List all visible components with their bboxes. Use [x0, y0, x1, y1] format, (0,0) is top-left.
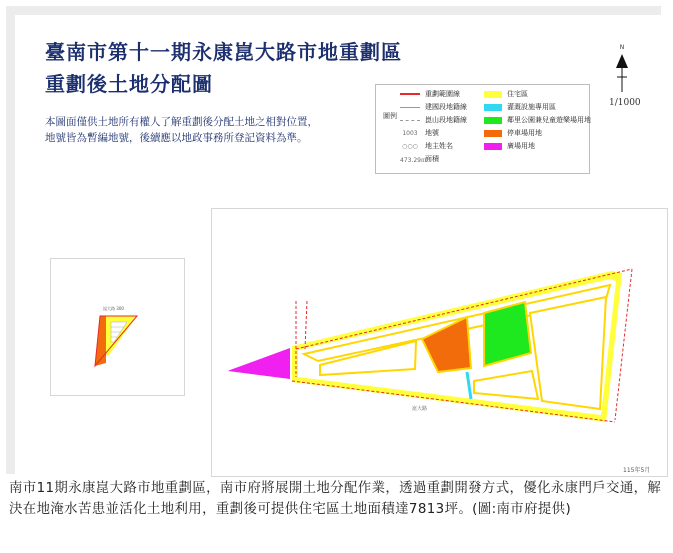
map-title-line1: 臺南市第十一期永康崑大路市地重劃區	[45, 40, 402, 64]
north-arrow-icon	[615, 42, 629, 100]
legend-line-swatch	[400, 107, 420, 108]
legend-label: 建國段地籍線	[425, 103, 467, 111]
legend-sample: 1003	[402, 129, 418, 137]
legend-color-swatch	[484, 104, 502, 111]
legend-sample: ○○○	[402, 142, 418, 150]
map-legend	[375, 84, 590, 174]
map-title-line2: 重劃後土地分配圖	[45, 72, 213, 96]
legend-item	[400, 102, 467, 112]
photo-caption: 南市11期永康崑大路市地重劃區，南市府將展開土地分配作業，透過重劃開發方式，優化永康門戶交通，解決在地淹水苦患並活化土地利用，重劃後可提供住宅區土地面積達7813坪。(圖:南市府提供)	[9, 481, 662, 517]
inset-parking	[95, 316, 106, 366]
legend-label: 重劃範圍線	[425, 90, 460, 98]
legend-item	[484, 141, 535, 151]
inset-map	[50, 258, 185, 396]
parcel-map	[211, 208, 668, 477]
legend-label: 鄰里公園兼兒童遊樂場用地	[507, 116, 591, 124]
legend-item	[484, 102, 556, 112]
inset-road-label: 崑大路 300	[103, 306, 124, 311]
legend-sample: 473.29㎡	[400, 156, 427, 164]
legend-label: 停車場用地	[507, 129, 542, 137]
legend-item	[400, 154, 439, 164]
legend-item	[400, 115, 467, 125]
legend-label: 地主姓名	[425, 142, 453, 150]
legend-item	[484, 115, 591, 125]
legend-label: 崑山段地籍線	[425, 116, 467, 124]
legend-color-swatch	[484, 143, 502, 150]
legend-label: 廣場用地	[507, 142, 535, 150]
legend-color-swatch	[484, 130, 502, 137]
legend-line-swatch	[400, 93, 420, 95]
map-date: 115年5月	[623, 467, 651, 474]
legend-label: 灌溉設施專用區	[507, 103, 556, 111]
legend-label: 地號	[425, 129, 439, 137]
north-label: N	[619, 44, 625, 51]
legend-label: 面積	[425, 155, 439, 163]
map-scale: 1/1000	[609, 98, 641, 108]
legend-item	[400, 128, 439, 138]
legend-item	[400, 141, 453, 151]
legend-item	[400, 89, 460, 99]
legend-item	[484, 89, 528, 99]
legend-label: 住宅區	[507, 90, 528, 98]
legend-color-swatch	[484, 91, 502, 98]
legend-line-swatch	[400, 120, 420, 121]
legend-color-swatch	[484, 117, 502, 124]
map-note-line2: 地號皆為暫編地號，後續應以地政事務所登記資料為準。	[45, 132, 308, 144]
map-note-line1: 本圖面僅供土地所有權人了解重劃後分配土地之相對位置，	[45, 116, 318, 128]
land-allocation-map	[15, 15, 661, 474]
road-label-south: 崑大路	[412, 406, 428, 412]
plaza-area	[228, 348, 290, 379]
legend-item	[484, 128, 542, 138]
legend-title: 圖例	[383, 112, 397, 120]
